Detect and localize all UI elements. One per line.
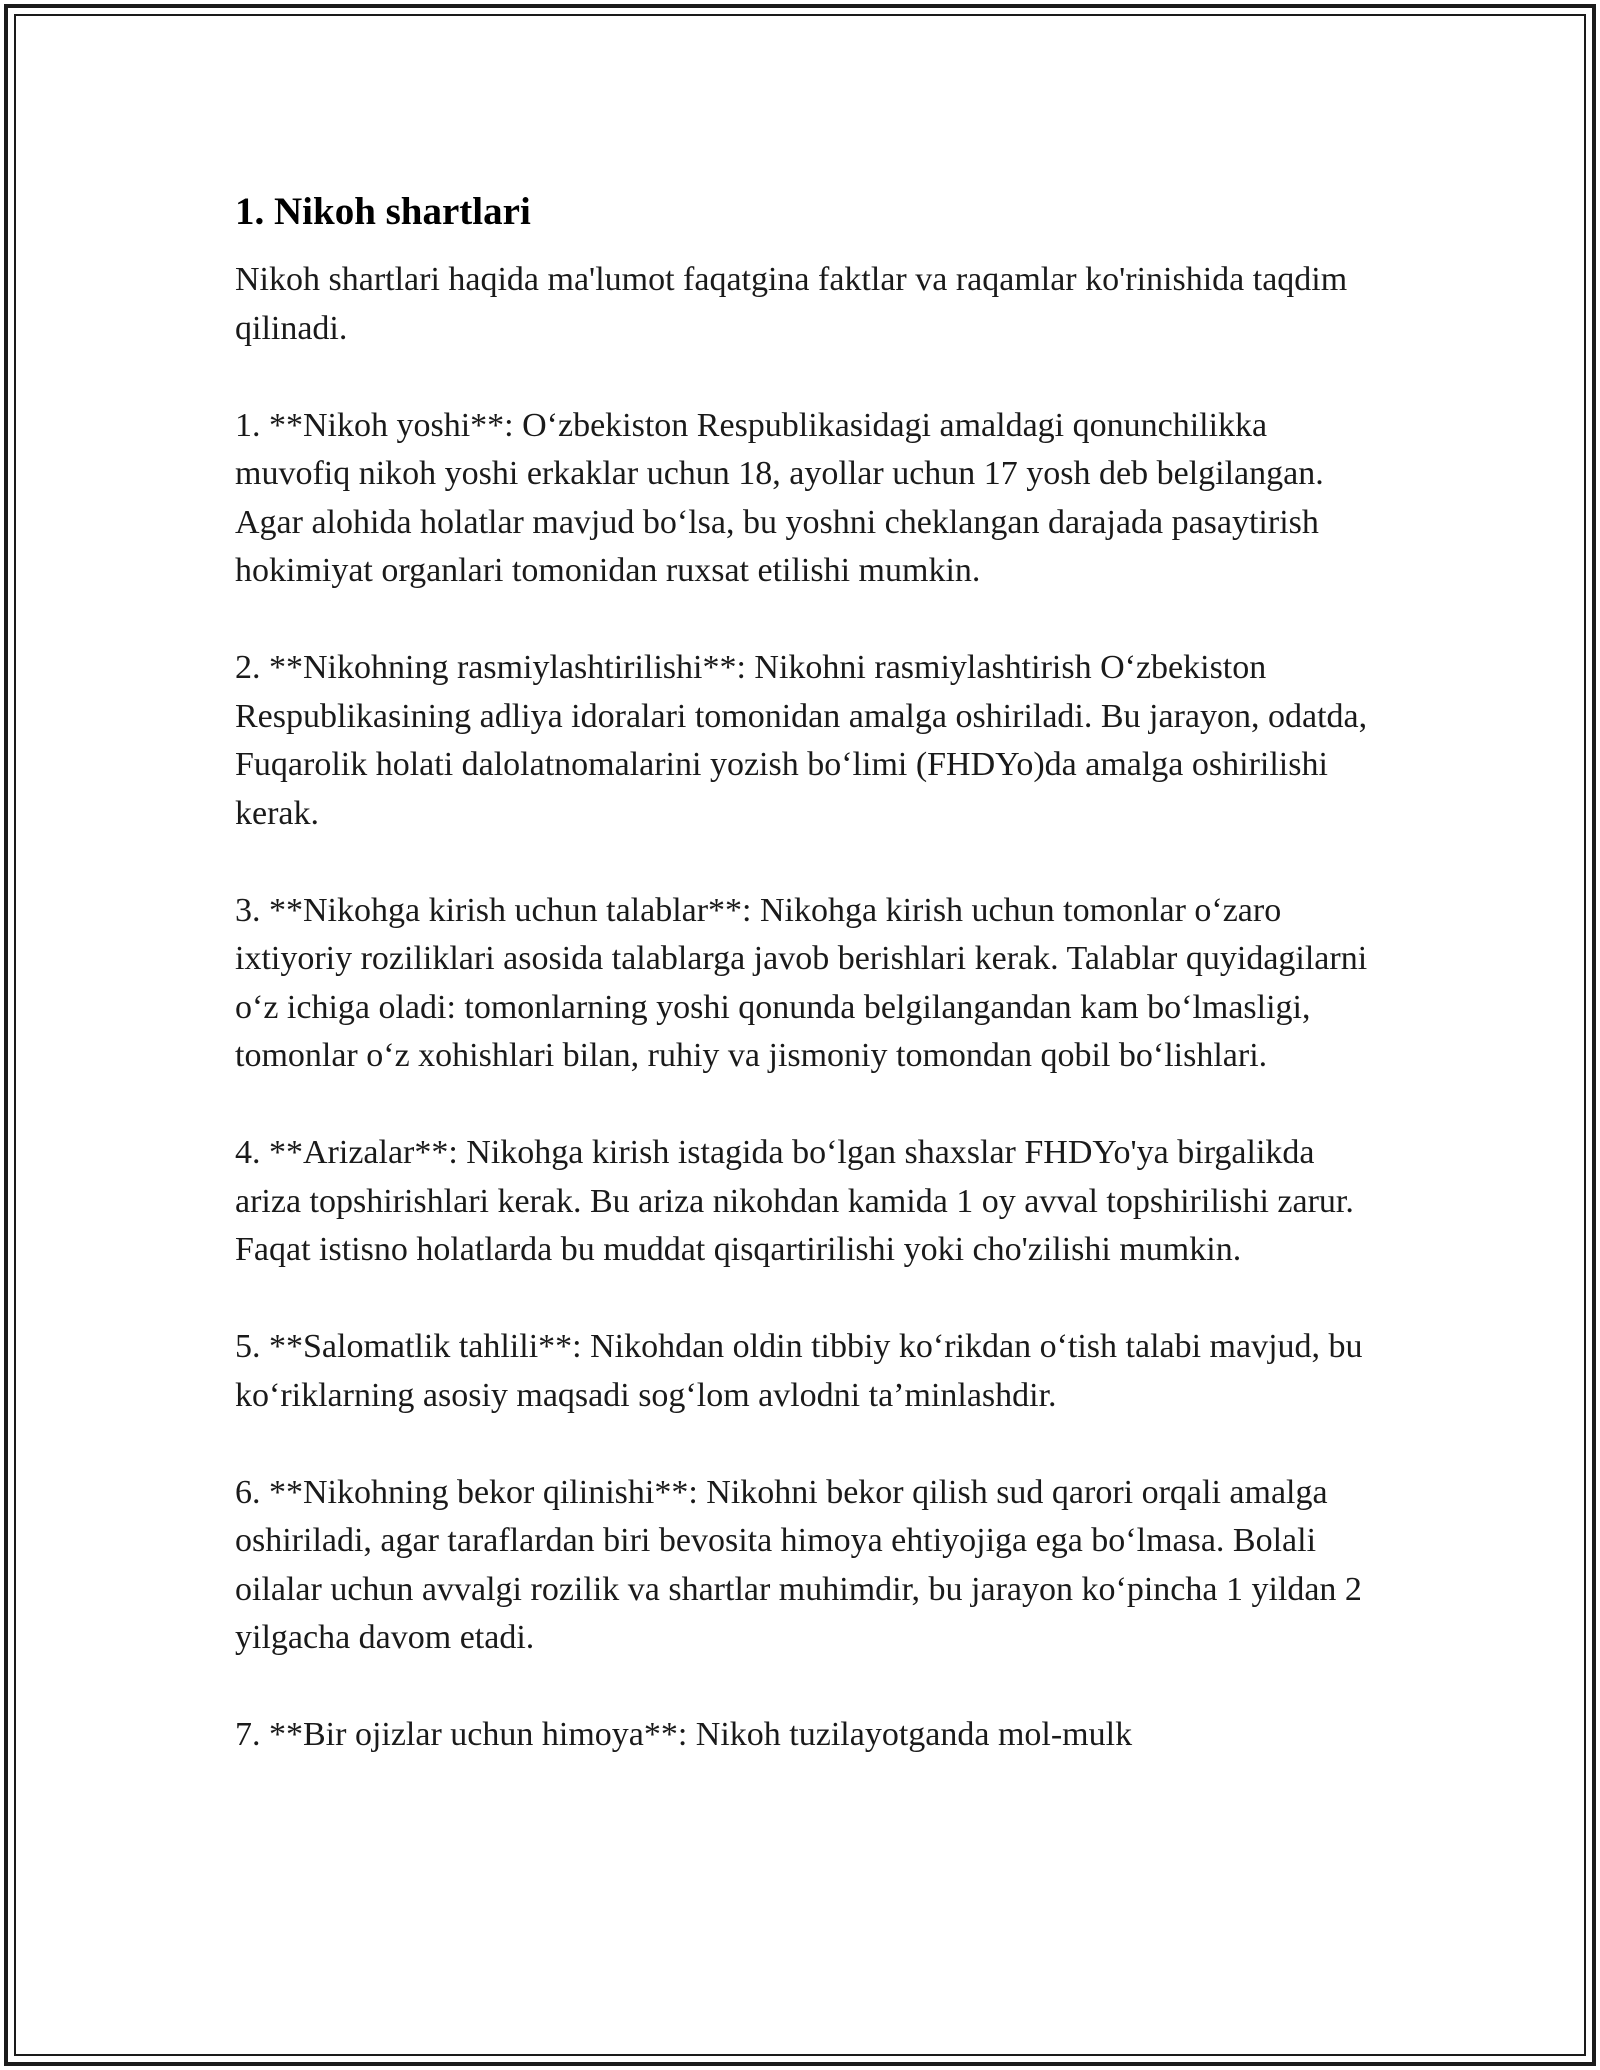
list-item-1: 1. **Nikoh yoshi**: O‘zbekiston Respublikasidagi amaldagi qonunchilikka muvofiq nikoh yoshi erkaklar uchun 18, ayollar uchun 17 yosh deb belgilangan. Agar alohida holatlar mavjud bo‘lsa, bu yoshni cheklangan darajada pasaytirish hokimiyat organlari tomonidan ruxsat etilishi mumkin. xyxy=(235,406,1324,589)
list-item-2: 2. **Nikohning rasmiylashtirilishi**: Nikohni rasmiylashtirish O‘zbekiston Respublikasining adliya idoralari tomonidan amalga oshiriladi. Bu jarayon, odatda, Fuqarolik holati dalolatnomalarini yozish bo‘limi (FHDYo)da amalga oshirilishi kerak. xyxy=(235,649,1368,832)
document-body xyxy=(235,184,1385,1808)
list-item-7: 7. **Bir ojizlar uchun himoya**: Nikoh tuzilayotganda mol-mulk xyxy=(235,1716,1133,1753)
list-item-5: 5. **Salomatlik tahlili**: Nikohdan oldin tibbiy ko‘rikdan o‘tish talabi mavjud, bu ko‘riklarning asosiy maqsadi sog‘lom avlodni ta’minlashdir. xyxy=(235,1328,1363,1414)
list-item-6: 6. **Nikohning bekor qilinishi**: Nikohni bekor qilish sud qarori orqali amalga oshiriladi, agar taraflardan biri bevosita himoya ehtiyojiga ega bo‘lmasa. Bolali oilalar uchun avvalgi rozilik va shartlar muhimdir, bu jarayon ko‘pincha 1 yildan 2 yilgacha davom etadi. xyxy=(235,1473,1362,1656)
intro-paragraph: Nikoh shartlari haqida ma'lumot faqatgina faktlar va raqamlar ko'rinishida taqdim qilinadi. xyxy=(235,261,1348,347)
list-item-4: 4. **Arizalar**: Nikohga kirish istagida bo‘lgan shaxslar FHDYo'ya birgalikda ariza topshirishlari kerak. Bu ariza nikohdan kamida 1 oy avval topshirilishi zarur. Faqat istisno holatlarda bu muddat qisqartirilishi yoki cho'zilishi mumkin. xyxy=(235,1134,1354,1268)
page-title: 1. Nikoh shartlari xyxy=(235,190,531,233)
list-item-3: 3. **Nikohga kirish uchun talablar**: Nikohga kirish uchun tomonlar o‘zaro ixtiyoriy roziliklari asosida talablarga javob berishlari kerak. Talablar quyidagilarni o‘z ichiga oladi: tomonlarning yoshi qonunda belgilangandan kam bo‘lmasligi, tomonlar o‘z xohishlari bilan, ruhiy va jismoniy tomondan qobil bo‘lishlari. xyxy=(235,891,1368,1074)
